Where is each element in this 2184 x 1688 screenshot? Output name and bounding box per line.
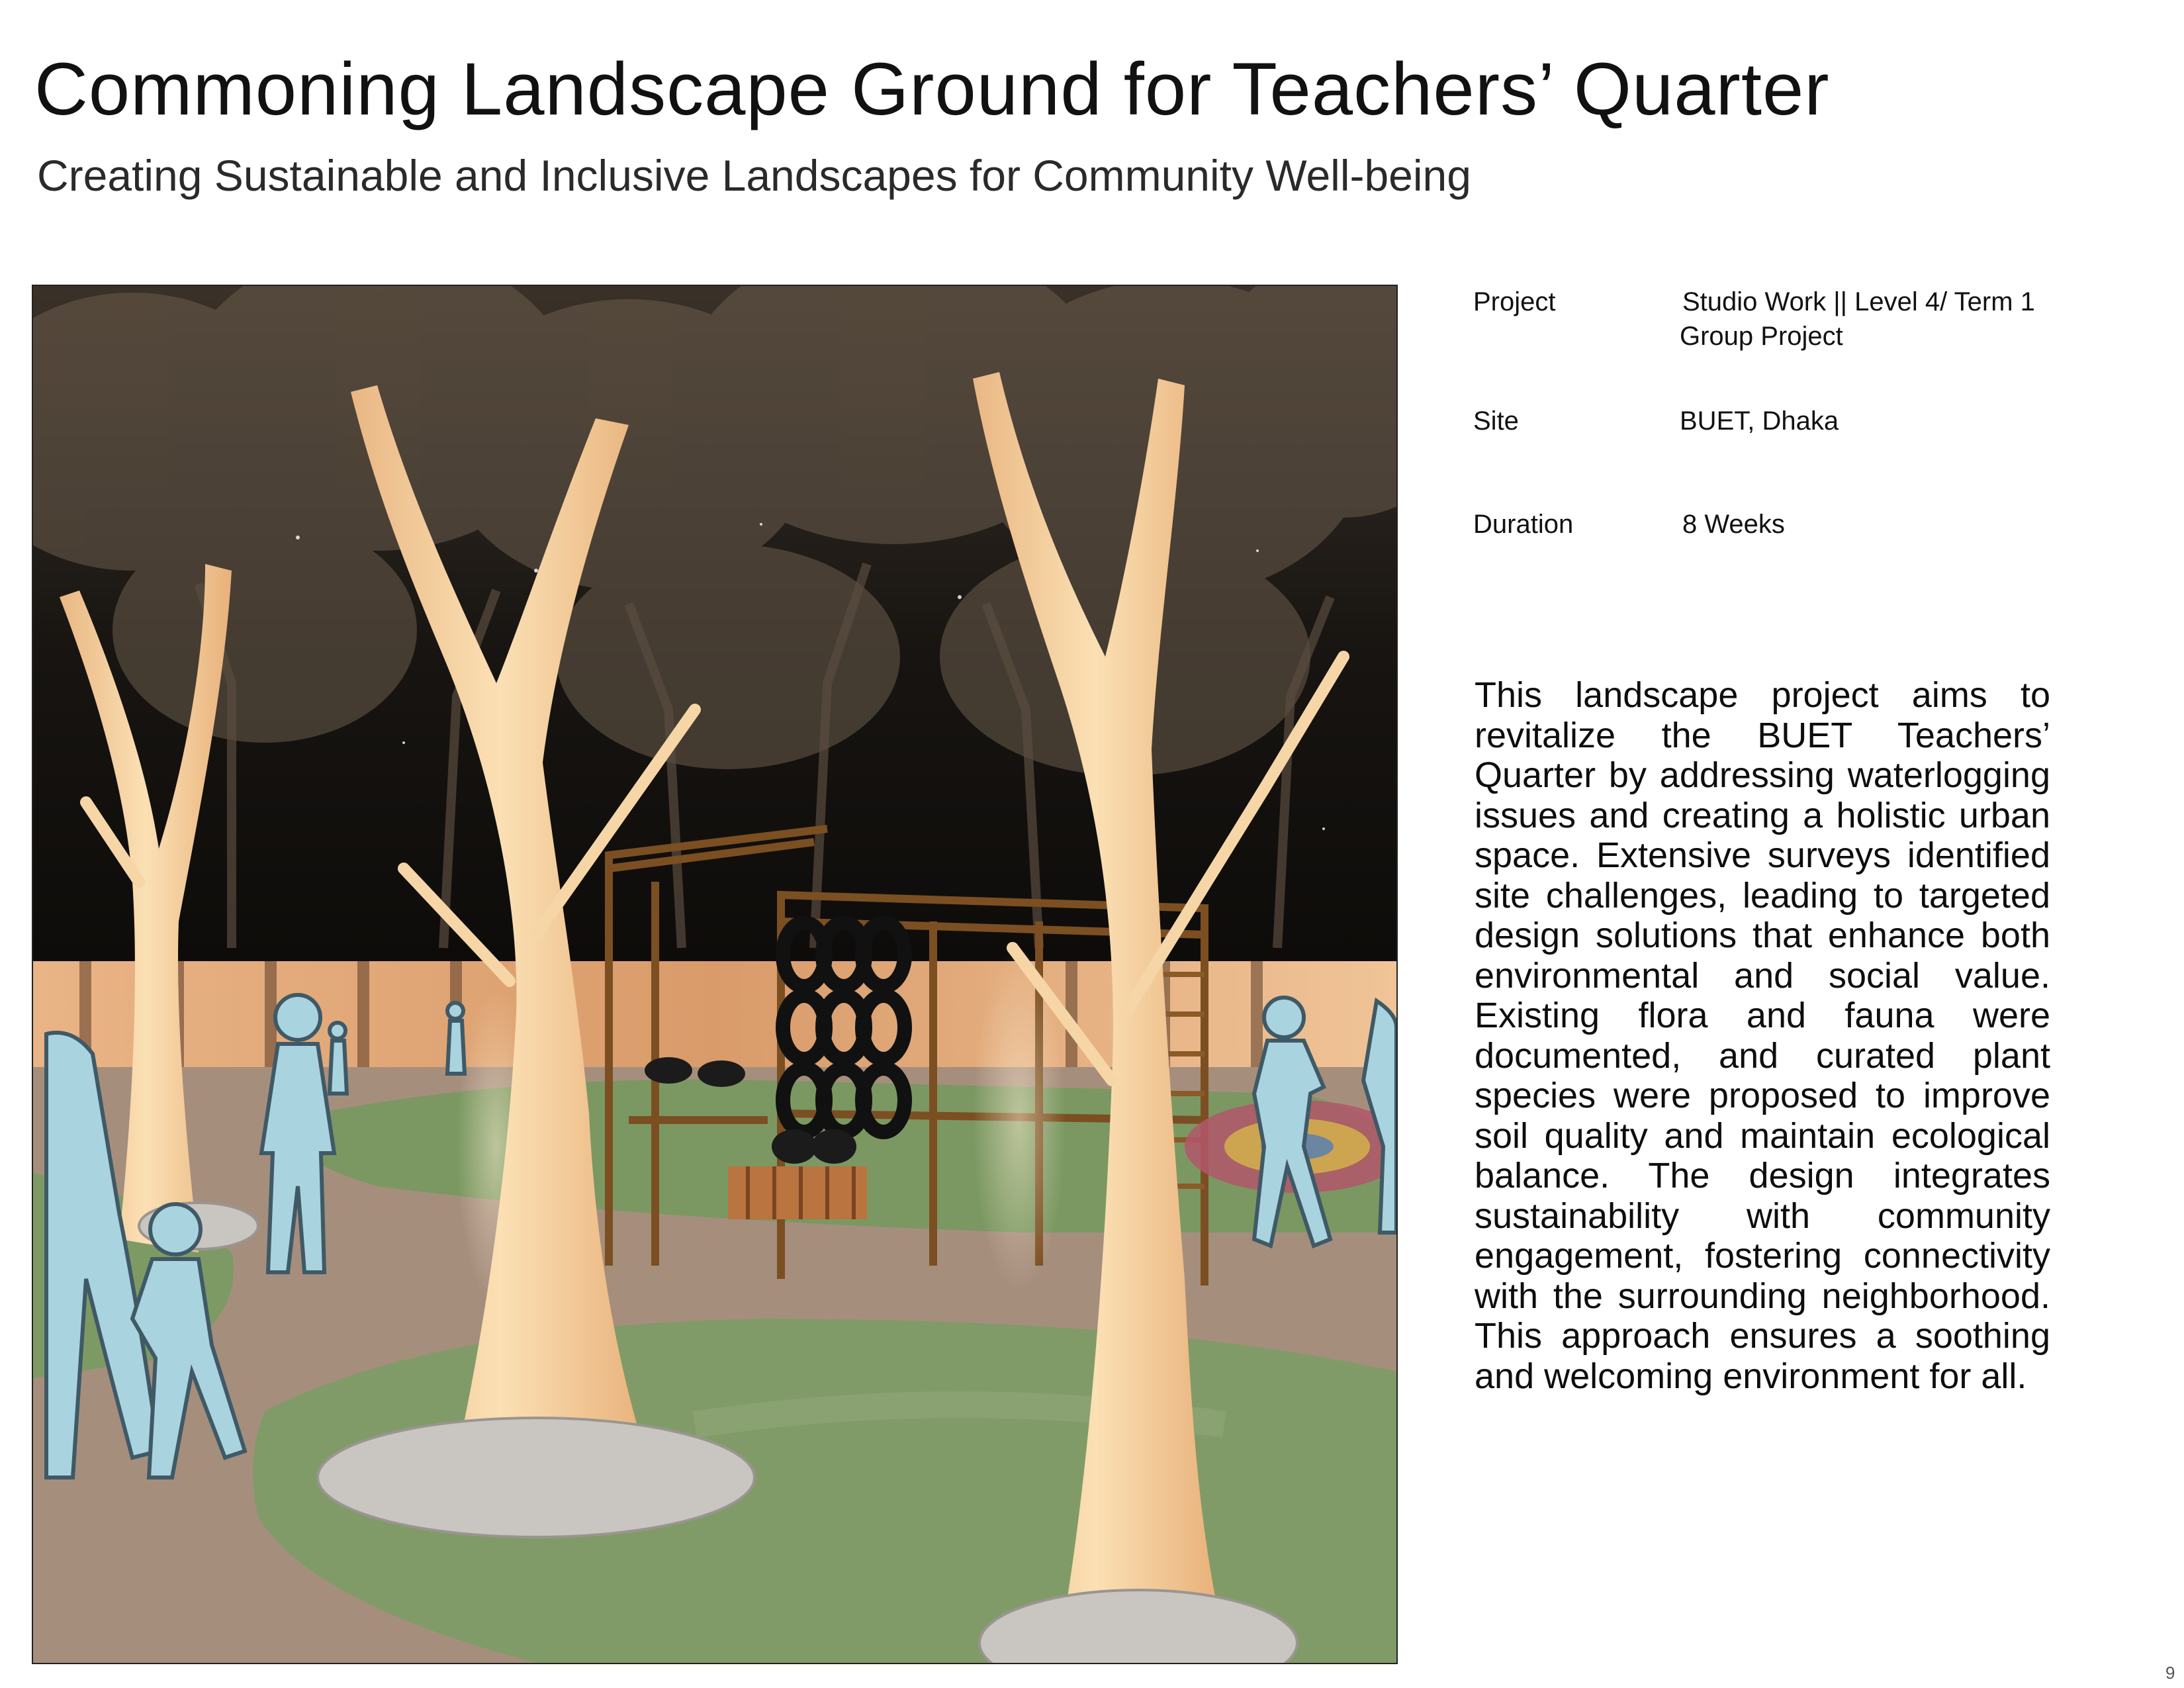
project-label: Project [1473, 287, 1556, 316]
project-description: This landscape project aims to revitalize the BUET Teachers’ Quarter by addressing waterlogging issues and creating a holistic urban space. Extensive surveys identified site challenges, leading to targeted design solutions that enhance both environmental and social value. Existing flora and fauna were documented, and curated plant species were proposed to improve soil quality and maintain ecological balance. The design integrates sustainability with community engagement, fostering connectivity with the surrounding neighborhood. This approach ensures a soothing and welcoming environment for all. [1475, 675, 2050, 1396]
site-label: Site [1473, 406, 1519, 436]
project-value: Studio Work || Level 4/ Term 1 [1682, 287, 2035, 316]
landscape-render-image [32, 285, 1398, 1664]
site-value: BUET, Dhaka [1680, 406, 1839, 436]
project-value-group: Group Project [1680, 322, 1843, 351]
night-landscape-render-illustration [33, 286, 1396, 1663]
page-title: Commoning Landscape Ground for Teachers’ Quarter [34, 48, 1830, 130]
page-number: 9 [2165, 1663, 2175, 1683]
duration-value: 8 Weeks [1682, 510, 1785, 539]
duration-label: Duration [1473, 510, 1574, 539]
page-subtitle: Creating Sustainable and Inclusive Landscapes for Community Well-being [37, 151, 1471, 200]
